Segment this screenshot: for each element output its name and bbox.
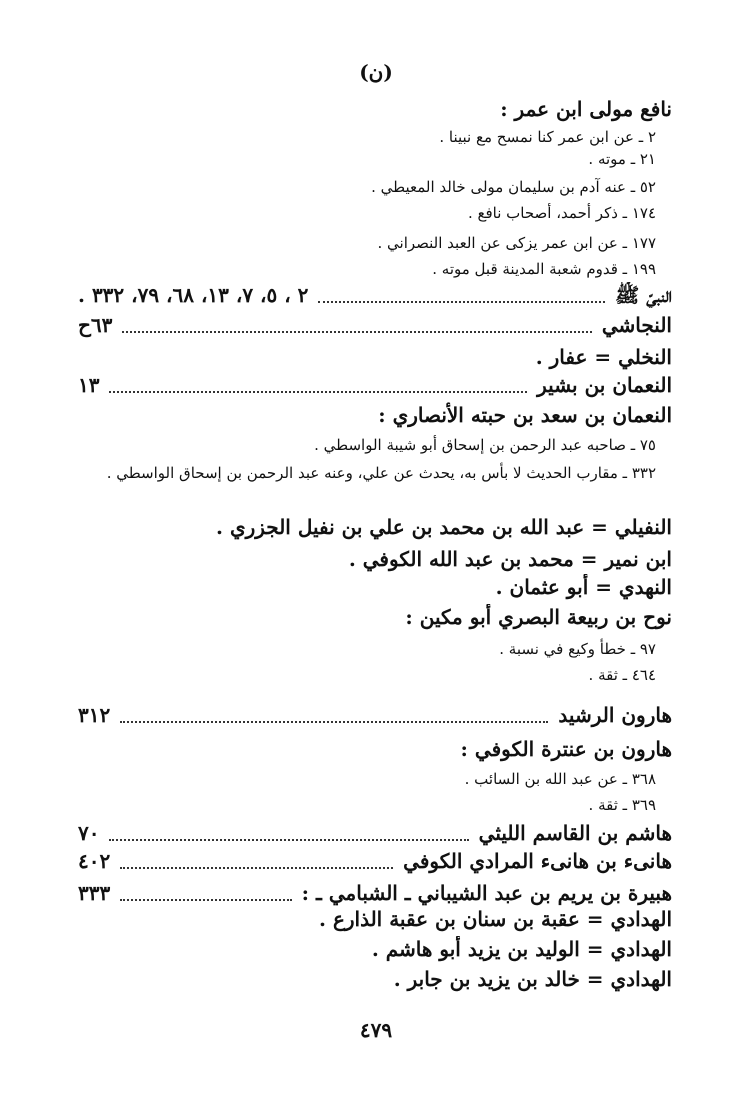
index-subentry: ٣٣٢ ـ مقارب الحديث لا بأس به، يحدث عن علي، وعنه عبد الرحمن بن إسحاق الواسطي . — [106, 464, 656, 482]
leader-dots — [120, 898, 291, 901]
index-subentry: ٤٦٤ ـ ثقة . — [588, 666, 656, 684]
index-heading: النفيلي = عبد الله بن محمد بن علي بن نفيل الجزري . — [216, 515, 672, 539]
entry-pages: ٣٣٣ — [78, 881, 111, 905]
index-heading: النخلي = عفار . — [535, 345, 672, 369]
entry-pages: ١٣ — [78, 373, 100, 397]
leader-dots — [122, 330, 591, 333]
index-heading: النهدي = أبو عثمان . — [495, 575, 672, 599]
index-heading: هارون بن عنترة الكوفي : — [460, 737, 672, 761]
index-heading: نوح بن ربيعة البصري أبو مكين : — [405, 605, 672, 629]
index-subentry: ١٧٤ ـ ذكر أحمد، أصحاب نافع . — [467, 204, 656, 222]
index-heading: الهدادي = الوليد بن يزيد أبو هاشم . — [371, 937, 672, 961]
index-heading: ابن نمير = محمد بن عبد الله الكوفي . — [348, 547, 672, 571]
index-entry — [78, 312, 672, 338]
section-letter: (ن) — [359, 60, 393, 84]
entry-pages: ٣١٢ — [78, 703, 111, 727]
entry-pages: ٢ ، ٥، ٧، ١٣، ٦٨، ٧٩، ٣٣٢ . — [78, 283, 309, 307]
index-entry — [78, 372, 672, 398]
index-subentry: ٢١ ـ موته . — [588, 150, 656, 168]
index-heading: الهدادي = خالد بن يزيد بن جابر . — [393, 967, 672, 991]
index-subentry: ٣٦٨ ـ عن عبد الله بن السائب . — [464, 770, 656, 788]
entry-name: هانىء بن هانىء المرادي الكوفي — [403, 849, 672, 873]
entry-name: النبيّ ﷺ — [615, 283, 672, 307]
entry-name: هبيرة بن يريم بن عبد الشيباني ـ الشبامي ـ : — [301, 881, 672, 905]
index-subentry: ٩٧ ـ خطأ وكيع في نسبة . — [499, 640, 656, 658]
index-heading: الهدادي = عقبة بن سنان بن عقبة الذارع . — [319, 907, 672, 931]
index-subentry: ١٩٩ ـ قدوم شعبة المدينة قبل موته . — [432, 260, 656, 278]
index-entry — [78, 848, 672, 874]
entry-name: هاشم بن القاسم الليثي — [478, 821, 672, 845]
page-number: ٤٧٩ — [359, 1018, 393, 1042]
leader-dots — [318, 300, 605, 303]
entry-name: هارون الرشيد — [558, 703, 672, 727]
index-subentry: ٧٥ ـ صاحبه عبد الرحمن بن إسحاق أبو شيبة الواسطي . — [314, 436, 656, 454]
index-heading: النعمان بن سعد بن حبته الأنصاري : — [378, 403, 672, 427]
leader-dots — [109, 390, 527, 393]
index-entry — [78, 702, 672, 728]
entry-pages: ٦٣ح — [78, 313, 113, 337]
index-subentry: ١٧٧ ـ عن ابن عمر يزكى عن العبد النصراني . — [377, 234, 656, 252]
index-subentry: ٢ ـ عن ابن عمر كنا نمسح مع نبينا . — [439, 128, 656, 146]
leader-dots — [120, 866, 393, 869]
entry-pages: ٤٠٢ — [78, 849, 111, 873]
index-subentry: ٣٦٩ ـ ثقة . — [588, 796, 656, 814]
leader-dots — [120, 720, 548, 723]
entry-name: النجاشي — [601, 313, 672, 337]
index-heading: نافع مولى ابن عمر : — [500, 97, 672, 121]
leader-dots — [109, 838, 468, 841]
index-entry — [78, 282, 672, 308]
index-entry — [78, 820, 672, 846]
entry-pages: ٧٠ — [78, 821, 100, 845]
index-subentry: ٥٢ ـ عنه آدم بن سليمان مولى خالد المعيطي . — [371, 178, 656, 196]
index-entry — [78, 880, 672, 906]
entry-name: النعمان بن بشير — [537, 373, 672, 397]
